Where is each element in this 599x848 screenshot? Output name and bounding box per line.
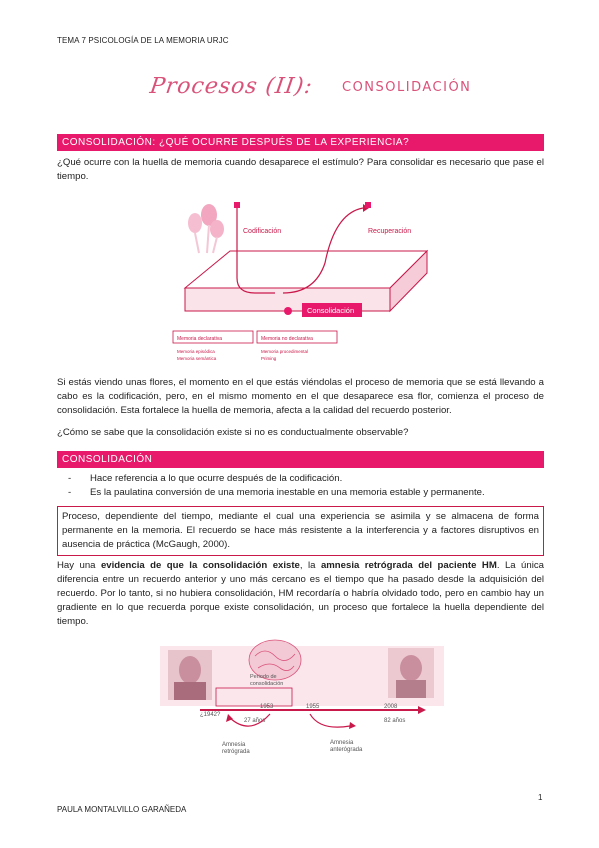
paragraph-flowers: Si estás viendo unas flores, el momento en el que estás viéndolas el proceso de memoria que se está llevando a cabo es la codificación, pero, en el mismo momento en el que desaparece esa flor, comienza el proceso de consolidación. Esta fortalece la huella de memoria, afecta a la calidad del recuerdo posterior.: [57, 377, 544, 416]
memory-trace-icon: [284, 307, 292, 315]
section-heading-2: CONSOLIDACIÓN: [57, 451, 544, 468]
flowers-image: [188, 204, 224, 253]
definition-box: Proceso, dependiente del tiempo, mediante el cual una experiencia se asimila y se almacena de forma permanente en la memoria. El recuerdo se hace más resistente a la interferencia y a factores disruptivos en ausencia de práctica (McGaugh, 2000).: [57, 506, 544, 556]
retrieval-marker: [365, 202, 371, 208]
year-1953: 1953: [260, 704, 274, 710]
coding-marker: [234, 202, 240, 208]
age-27: 27 años: [244, 718, 266, 724]
box-declarative: Memoria declarativa: [177, 336, 223, 342]
retro-label-1: Amnesia: [222, 742, 246, 748]
box-nondeclarative: Memoria no declarativa: [261, 336, 313, 342]
periodo-label-2: consolidación: [250, 681, 284, 687]
list-item: - Hace referencia a lo que ocurre después de la codificación.: [68, 472, 538, 486]
section-heading-1: CONSOLIDACIÓN: ¿QUÉ OCURRE DESPUÉS DE LA EXPERIENCIA?: [57, 134, 544, 151]
bold-hm: amnesia retrógrada del paciente HM: [320, 560, 497, 571]
old-hm-photo: [388, 648, 434, 698]
antero-label-1: Amnesia: [330, 740, 354, 746]
page-title: [148, 70, 472, 110]
item-semantic: Memoria semántica: [177, 356, 217, 361]
intro-paragraph: ¿Qué ocurre con la huella de memoria cuando desaparece el estímulo? Para consolidar es necesario que pase el tiempo.: [57, 157, 544, 182]
hm-timeline-diagram: [160, 636, 444, 771]
young-hm-photo: [168, 650, 212, 700]
year-2008: 2008: [384, 704, 398, 710]
item-episodic: Memoria episódica: [177, 349, 215, 354]
page-number: 1: [538, 793, 543, 802]
title-script: Procesos (II):: [148, 74, 315, 99]
label-codificacion: Codificación: [243, 228, 282, 235]
consolidation-diagram: [165, 193, 435, 368]
title-caps: CONSOLIDACIÓN: [342, 80, 472, 95]
running-header: TEMA 7 PSICOLOGÍA DE LA MEMORIA URJC: [57, 36, 229, 45]
year-1955: 1955: [306, 704, 320, 710]
periodo-label-1: Periodo de: [250, 674, 277, 680]
age-82: 82 años: [384, 718, 406, 724]
retro-label-2: retrógrada: [222, 749, 250, 755]
paragraph-hm: Hay una evidencia de que la consolidación existe, la amnesia retrógrada del paciente HM. La única diferencia entre un recuerdo anterior y uno más cercano es el tiempo que ha pasado desde la adquisición del recuerdo. Por lo tanto, si no hubiera consolidación, HM recordaría o habría olvidado todo, pero en cambio hay un gradiente en lo que recuerda porque existe consolidación, un proceso que fortalece la huella dependiente del tiempo.: [57, 560, 544, 627]
item-procedural: Memoria procedimental: [261, 349, 309, 354]
antero-label-2: anterógrada: [330, 747, 363, 753]
label-recuperacion: Recuperación: [368, 228, 412, 235]
list-item: - Es la paulatina conversión de una memoria inestable en una memoria estable y permanente.: [68, 486, 538, 500]
bold-evidence: evidencia de que la consolidación existe: [100, 560, 300, 571]
item-priming: Priming: [261, 356, 277, 361]
label-consolidacion: Consolidación: [307, 306, 355, 315]
paragraph-question: ¿Cómo se sabe que la consolidación existe si no es conductualmente observable?: [57, 427, 409, 438]
year-1942: ¿1942?: [200, 712, 221, 718]
author-footer: PAULA MONTALVILLO GARAÑEDA: [57, 805, 187, 814]
definition-list: [68, 472, 538, 500]
